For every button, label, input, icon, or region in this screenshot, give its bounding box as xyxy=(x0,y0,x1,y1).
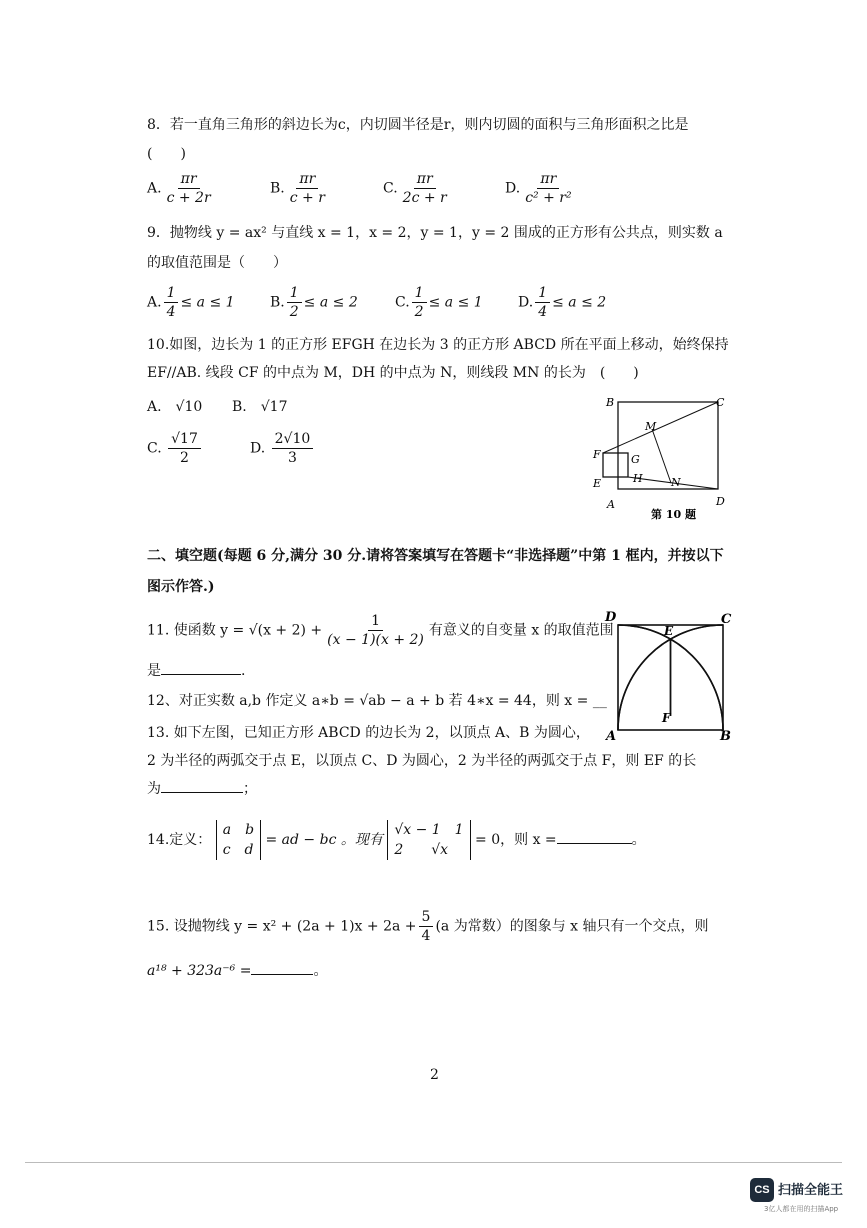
segment-cf xyxy=(603,402,718,453)
q9-frac-a: $\frac{1}{4}$ xyxy=(164,284,179,321)
q12-text: 12、对正实数 a,b 作定义 a∗b = √ab − a + b 若 4∗x = 44，则 x = __ xyxy=(147,693,607,709)
label-h: H xyxy=(633,472,643,485)
q14-answer-blank[interactable] xyxy=(557,829,632,844)
q13-figure xyxy=(603,607,735,742)
q9-line1: 9．抛物线 y = ax² 与直线 x = 1，x = 2，y = 1，y = 2 围成的正方形有公共点，则实数 a xyxy=(147,225,723,241)
determinant-definition: a b c d xyxy=(216,820,261,860)
q8-stem: 8．若一直角三角形的斜边长为c，内切圆半径是r，则内切圆的面积与三角形面积之比是 xyxy=(147,117,689,133)
label-n: N xyxy=(671,476,681,489)
page-number: 2 xyxy=(430,1067,439,1083)
q15-answer-blank[interactable] xyxy=(251,960,313,975)
segment-mn xyxy=(652,429,671,483)
q11-line2: 是 . xyxy=(147,660,245,682)
figure-caption: 第 10 题 xyxy=(651,508,696,521)
label-c2: C xyxy=(721,612,732,627)
q8-option-b: B. $\frac{\pi r}{c + r}$ xyxy=(270,171,325,206)
q10-figure xyxy=(585,390,735,525)
watermark-name: 扫描全能王 xyxy=(778,1183,844,1198)
label-e: E xyxy=(593,477,602,490)
q13-line3: 为 ； xyxy=(147,778,257,800)
section2-heading-line2: 图示作答.) xyxy=(147,579,215,595)
q10-option-a: A. √10 xyxy=(147,399,203,415)
q13-answer-blank[interactable] xyxy=(161,778,243,793)
label-a: A xyxy=(607,498,615,511)
footer-divider xyxy=(25,1162,842,1163)
q8-paren: ( ) xyxy=(147,146,186,162)
q9-option-c: C. $\frac{1}{2}$ ≤ a ≤ 1 xyxy=(395,285,483,320)
q11-line1: 11. 使函数 y = √(x + 2) + $\frac{1}{(x - 1)(x + 2)}$ 有意义的自变量 x 的取值范围 xyxy=(147,613,614,648)
label-d: D xyxy=(716,495,725,508)
q9-line2: 的取值范围是（ ） xyxy=(147,255,287,271)
q9-option-b: B. $\frac{1}{2}$ ≤ a ≤ 2 xyxy=(270,285,358,320)
q13-line2: 2 为半径的两弧交于点 E，以顶点 C、D 为圆心，2 为半径的两弧交于点 F，则 EF 的长 xyxy=(147,753,697,769)
q9-option-a: A. $\frac{1}{4}$ ≤ a ≤ 1 xyxy=(147,285,235,320)
label-b2: B xyxy=(720,729,731,742)
q10-line1: 10.如图，边长为 1 的正方形 EFGH 在边长为 3 的正方形 ABCD 所在平面上移动，始终保持 xyxy=(147,337,729,353)
q10-option-c: C. $\frac{√17}{2}$ xyxy=(147,430,203,467)
label-f2: F xyxy=(662,711,671,725)
q9-option-d: D. $\frac{1}{4}$ ≤ a ≤ 2 xyxy=(518,285,607,320)
q10-option-d: D. $\frac{2√10}{3}$ xyxy=(250,430,315,467)
label-d2: D xyxy=(605,610,617,625)
camscanner-logo: CS xyxy=(750,1178,774,1202)
square-efgh xyxy=(603,453,628,477)
watermark-tagline: 3亿人都在用的扫描App xyxy=(764,1205,839,1213)
label-b: B xyxy=(606,396,615,409)
determinant-equation: √x − 1 1 2 √x xyxy=(387,820,470,860)
q13-line1: 13. 如下左图，已知正方形 ABCD 的边长为 2，以顶点 A、B 为圆心， xyxy=(147,725,590,741)
label-g: G xyxy=(631,453,640,466)
q10-option-b: B. √17 xyxy=(232,399,288,415)
q15-line2: a¹⁸ + 323a⁻⁶ = 。 xyxy=(147,960,327,982)
q8-option-a: A. $\frac{\pi r}{c + 2r}$ xyxy=(147,171,211,206)
label-f: F xyxy=(593,448,601,461)
label-a2: A xyxy=(606,729,617,742)
q15-line1: 15. 设抛物线 y = x² + (2a + 1)x + 2a + $\frac{5}{4}$ (a 为常数）的图象与 x 轴只有一个交点，则 xyxy=(147,909,709,944)
section2-heading: 二、填空题(每题 6 分,满分 30 分.请将答案填写在答题卡“非选择题”中第 1 框内，并按以下 xyxy=(147,548,724,564)
label-c: C xyxy=(716,396,725,409)
q11-answer-blank[interactable] xyxy=(161,660,241,675)
q8-option-d: D. $\frac{\pi r}{\text{c² + r²}}$ xyxy=(505,171,572,206)
label-m: M xyxy=(645,420,657,433)
label-e2: E xyxy=(664,624,674,638)
q8-option-c: C. $\frac{\pi r}{2c + r}$ xyxy=(383,171,447,206)
q10-line2: EF//AB. 线段 CF 的中点为 M，DH 的中点为 N，则线段 MN 的长为 ( ) xyxy=(147,365,639,381)
q14-line: 14.定义： a b c d = ad − bc 。现有 √x − 1 1 2 √x = 0，则 x = 。 xyxy=(147,822,646,858)
